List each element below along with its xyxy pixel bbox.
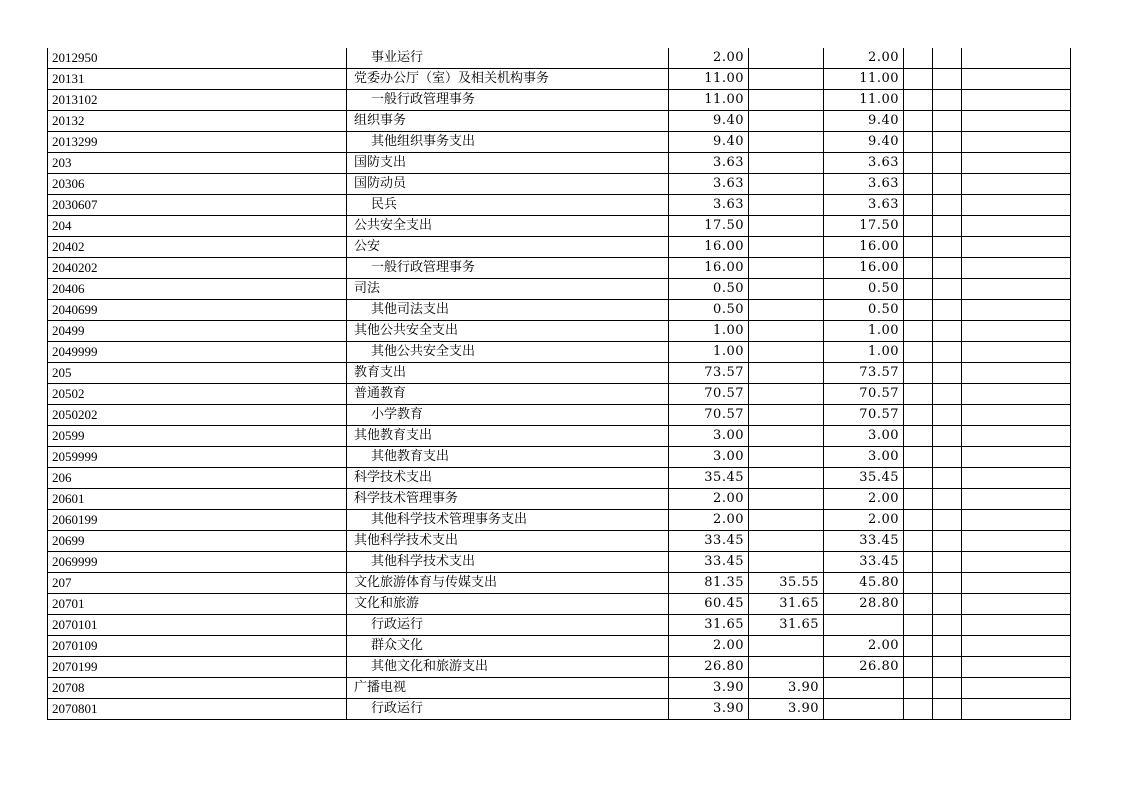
subject-code-cell: 2030607 [48,195,347,216]
table-row [48,384,1071,405]
subject-name-cell: 教育支出 [347,363,669,384]
total-amount-cell: 3.63 [669,195,749,216]
project-expenditure-cell: 26.80 [824,657,904,678]
project-expenditure-cell: 45.80 [824,573,904,594]
empty-cell [904,594,933,615]
table-row [48,111,1071,132]
table-row [48,363,1071,384]
subject-name-cell: 行政运行 [347,699,669,720]
basic-expenditure-cell [749,657,824,678]
table-row [48,468,1071,489]
empty-cell [962,111,1071,132]
empty-cell [962,258,1071,279]
project-expenditure-cell [824,699,904,720]
total-amount-cell: 73.57 [669,363,749,384]
subject-code-cell: 20502 [48,384,347,405]
subject-code-cell: 20599 [48,426,347,447]
empty-cell [933,195,962,216]
empty-cell [933,468,962,489]
subject-name-cell: 其他科学技术管理事务支出 [347,510,669,531]
total-amount-cell: 1.00 [669,321,749,342]
subject-name-cell: 普通教育 [347,384,669,405]
table-row [48,342,1071,363]
empty-cell [962,69,1071,90]
empty-cell [962,447,1071,468]
project-expenditure-cell: 9.40 [824,111,904,132]
empty-cell [933,531,962,552]
table-row [48,279,1071,300]
empty-cell [933,363,962,384]
subject-name-cell: 其他组织事务支出 [347,132,669,153]
project-expenditure-cell: 0.50 [824,300,904,321]
empty-cell [904,489,933,510]
subject-name-cell: 文化旅游体育与传媒支出 [347,573,669,594]
subject-code-cell: 20306 [48,174,347,195]
basic-expenditure-cell [749,447,824,468]
basic-expenditure-cell [749,531,824,552]
total-amount-cell: 3.00 [669,447,749,468]
subject-code-cell: 20601 [48,489,347,510]
total-amount-cell: 11.00 [669,69,749,90]
project-expenditure-cell: 28.80 [824,594,904,615]
empty-cell [904,111,933,132]
subject-code-cell: 2070801 [48,699,347,720]
project-expenditure-cell: 1.00 [824,321,904,342]
empty-cell [962,363,1071,384]
basic-expenditure-cell [749,258,824,279]
empty-cell [933,237,962,258]
empty-cell [904,153,933,174]
basic-expenditure-cell [749,405,824,426]
empty-cell [962,237,1071,258]
subject-code-cell: 204 [48,216,347,237]
subject-name-cell: 其他公共安全支出 [347,321,669,342]
subject-name-cell: 广播电视 [347,678,669,699]
subject-code-cell: 2070101 [48,615,347,636]
table-row [48,636,1071,657]
project-expenditure-cell: 0.50 [824,279,904,300]
empty-cell [904,699,933,720]
total-amount-cell: 3.63 [669,153,749,174]
total-amount-cell: 3.90 [669,678,749,699]
empty-cell [904,195,933,216]
empty-cell [904,678,933,699]
basic-expenditure-cell [749,426,824,447]
project-expenditure-cell: 9.40 [824,132,904,153]
project-expenditure-cell: 11.00 [824,90,904,111]
subject-name-cell: 民兵 [347,195,669,216]
empty-cell [904,69,933,90]
basic-expenditure-cell [749,69,824,90]
empty-cell [962,153,1071,174]
basic-expenditure-cell: 31.65 [749,594,824,615]
empty-cell [933,573,962,594]
empty-cell [904,48,933,69]
empty-cell [962,300,1071,321]
empty-cell [962,321,1071,342]
empty-cell [933,552,962,573]
total-amount-cell: 9.40 [669,111,749,132]
subject-name-cell: 事业运行 [347,48,669,69]
table-row [48,69,1071,90]
empty-cell [962,678,1071,699]
basic-expenditure-cell: 3.90 [749,678,824,699]
basic-expenditure-cell [749,195,824,216]
subject-name-cell: 群众文化 [347,636,669,657]
subject-code-cell: 2070199 [48,657,347,678]
empty-cell [933,510,962,531]
empty-cell [904,258,933,279]
subject-name-cell: 文化和旅游 [347,594,669,615]
basic-expenditure-cell: 31.65 [749,615,824,636]
basic-expenditure-cell [749,153,824,174]
table-row [48,699,1071,720]
table-row [48,594,1071,615]
basic-expenditure-cell: 35.55 [749,573,824,594]
empty-cell [933,615,962,636]
basic-expenditure-cell [749,552,824,573]
project-expenditure-cell: 3.63 [824,195,904,216]
empty-cell [933,216,962,237]
project-expenditure-cell: 2.00 [824,510,904,531]
basic-expenditure-cell [749,132,824,153]
subject-name-cell: 其他文化和旅游支出 [347,657,669,678]
total-amount-cell: 3.63 [669,174,749,195]
basic-expenditure-cell [749,279,824,300]
subject-code-cell: 2059999 [48,447,347,468]
total-amount-cell: 2.00 [669,489,749,510]
empty-cell [904,636,933,657]
total-amount-cell: 9.40 [669,132,749,153]
empty-cell [904,384,933,405]
empty-cell [962,531,1071,552]
subject-name-cell: 司法 [347,279,669,300]
project-expenditure-cell: 16.00 [824,258,904,279]
project-expenditure-cell: 17.50 [824,216,904,237]
project-expenditure-cell [824,615,904,636]
empty-cell [933,594,962,615]
empty-cell [962,174,1071,195]
project-expenditure-cell: 73.57 [824,363,904,384]
empty-cell [962,468,1071,489]
empty-cell [904,468,933,489]
empty-cell [933,174,962,195]
empty-cell [933,69,962,90]
table-row [48,258,1071,279]
subject-code-cell: 20402 [48,237,347,258]
empty-cell [904,531,933,552]
total-amount-cell: 26.80 [669,657,749,678]
empty-cell [933,657,962,678]
total-amount-cell: 31.65 [669,615,749,636]
empty-cell [933,426,962,447]
empty-cell [904,657,933,678]
table-row [48,615,1071,636]
empty-cell [962,636,1071,657]
empty-cell [962,342,1071,363]
project-expenditure-cell: 70.57 [824,384,904,405]
subject-name-cell: 其他科学技术支出 [347,552,669,573]
empty-cell [962,195,1071,216]
table-row [48,489,1071,510]
empty-cell [962,132,1071,153]
empty-cell [933,153,962,174]
subject-name-cell: 组织事务 [347,111,669,132]
subject-name-cell: 科学技术管理事务 [347,489,669,510]
subject-code-cell: 2040699 [48,300,347,321]
total-amount-cell: 70.57 [669,384,749,405]
basic-expenditure-cell [749,174,824,195]
basic-expenditure-cell [749,342,824,363]
total-amount-cell: 0.50 [669,300,749,321]
empty-cell [933,447,962,468]
empty-cell [904,342,933,363]
empty-cell [962,216,1071,237]
empty-cell [904,237,933,258]
empty-cell [933,384,962,405]
project-expenditure-cell: 2.00 [824,636,904,657]
basic-expenditure-cell [749,300,824,321]
subject-name-cell: 一般行政管理事务 [347,258,669,279]
subject-code-cell: 20132 [48,111,347,132]
subject-code-cell: 2040202 [48,258,347,279]
total-amount-cell: 16.00 [669,237,749,258]
total-amount-cell: 17.50 [669,216,749,237]
empty-cell [962,405,1071,426]
table-row [48,426,1071,447]
subject-name-cell: 其他教育支出 [347,426,669,447]
table-row [48,447,1071,468]
subject-code-cell: 20708 [48,678,347,699]
empty-cell [933,678,962,699]
subject-name-cell: 行政运行 [347,615,669,636]
subject-name-cell: 公安 [347,237,669,258]
table-row [48,48,1071,69]
table-row [48,573,1071,594]
subject-code-cell: 2069999 [48,552,347,573]
empty-cell [962,48,1071,69]
table-body [48,48,1071,720]
basic-expenditure-cell [749,636,824,657]
subject-code-cell: 20406 [48,279,347,300]
empty-cell [904,426,933,447]
table-row [48,510,1071,531]
subject-code-cell: 2013102 [48,90,347,111]
basic-expenditure-cell [749,363,824,384]
empty-cell [933,279,962,300]
subject-code-cell: 205 [48,363,347,384]
subject-code-cell: 20131 [48,69,347,90]
total-amount-cell: 35.45 [669,468,749,489]
total-amount-cell: 1.00 [669,342,749,363]
subject-name-cell: 党委办公厅（室）及相关机构事务 [347,69,669,90]
basic-expenditure-cell [749,237,824,258]
table-row [48,90,1071,111]
empty-cell [904,363,933,384]
empty-cell [962,384,1071,405]
subject-code-cell: 2049999 [48,342,347,363]
project-expenditure-cell: 3.63 [824,174,904,195]
empty-cell [933,636,962,657]
subject-name-cell: 其他司法支出 [347,300,669,321]
table-row [48,153,1071,174]
project-expenditure-cell [824,678,904,699]
empty-cell [962,279,1071,300]
empty-cell [933,300,962,321]
table-row [48,321,1071,342]
table-row [48,237,1071,258]
subject-name-cell: 科学技术支出 [347,468,669,489]
total-amount-cell: 2.00 [669,510,749,531]
total-amount-cell: 33.45 [669,552,749,573]
basic-expenditure-cell [749,468,824,489]
basic-expenditure-cell [749,321,824,342]
project-expenditure-cell: 70.57 [824,405,904,426]
subject-code-cell: 2070109 [48,636,347,657]
basic-expenditure-cell [749,111,824,132]
table-row [48,216,1071,237]
empty-cell [933,405,962,426]
empty-cell [962,699,1071,720]
empty-cell [933,321,962,342]
table-row [48,552,1071,573]
empty-cell [904,573,933,594]
empty-cell [933,90,962,111]
subject-name-cell: 公共安全支出 [347,216,669,237]
empty-cell [904,90,933,111]
empty-cell [904,510,933,531]
empty-cell [904,216,933,237]
expenditure-table [47,48,1071,720]
subject-code-cell: 20499 [48,321,347,342]
subject-code-cell: 2012950 [48,48,347,69]
empty-cell [933,489,962,510]
subject-name-cell: 其他教育支出 [347,447,669,468]
empty-cell [933,48,962,69]
total-amount-cell: 0.50 [669,279,749,300]
table-row [48,531,1071,552]
subject-code-cell: 20699 [48,531,347,552]
total-amount-cell: 33.45 [669,531,749,552]
subject-name-cell: 国防支出 [347,153,669,174]
subject-code-cell: 203 [48,153,347,174]
empty-cell [933,699,962,720]
table-row [48,132,1071,153]
empty-cell [933,342,962,363]
subject-name-cell: 一般行政管理事务 [347,90,669,111]
empty-cell [962,657,1071,678]
subject-name-cell: 其他公共安全支出 [347,342,669,363]
total-amount-cell: 60.45 [669,594,749,615]
empty-cell [933,132,962,153]
empty-cell [962,615,1071,636]
project-expenditure-cell: 2.00 [824,489,904,510]
project-expenditure-cell: 33.45 [824,552,904,573]
total-amount-cell: 3.90 [669,699,749,720]
basic-expenditure-cell [749,216,824,237]
project-expenditure-cell: 3.63 [824,153,904,174]
empty-cell [962,510,1071,531]
empty-cell [962,90,1071,111]
total-amount-cell: 16.00 [669,258,749,279]
subject-code-cell: 2013299 [48,132,347,153]
empty-cell [904,279,933,300]
project-expenditure-cell: 2.00 [824,48,904,69]
subject-code-cell: 2050202 [48,405,347,426]
project-expenditure-cell: 35.45 [824,468,904,489]
empty-cell [962,594,1071,615]
empty-cell [904,300,933,321]
project-expenditure-cell: 1.00 [824,342,904,363]
empty-cell [904,447,933,468]
total-amount-cell: 3.00 [669,426,749,447]
basic-expenditure-cell [749,48,824,69]
total-amount-cell: 81.35 [669,573,749,594]
empty-cell [904,174,933,195]
table-row [48,174,1071,195]
basic-expenditure-cell: 3.90 [749,699,824,720]
table-row [48,657,1071,678]
empty-cell [962,573,1071,594]
basic-expenditure-cell [749,384,824,405]
total-amount-cell: 70.57 [669,405,749,426]
table-row [48,405,1071,426]
subject-name-cell: 国防动员 [347,174,669,195]
subject-code-cell: 207 [48,573,347,594]
empty-cell [962,489,1071,510]
empty-cell [904,552,933,573]
subject-name-cell: 其他科学技术支出 [347,531,669,552]
project-expenditure-cell: 11.00 [824,69,904,90]
table-row [48,678,1071,699]
subject-name-cell: 小学教育 [347,405,669,426]
project-expenditure-cell: 16.00 [824,237,904,258]
total-amount-cell: 2.00 [669,48,749,69]
empty-cell [904,615,933,636]
empty-cell [904,405,933,426]
basic-expenditure-cell [749,90,824,111]
empty-cell [933,111,962,132]
total-amount-cell: 11.00 [669,90,749,111]
empty-cell [933,258,962,279]
empty-cell [904,321,933,342]
project-expenditure-cell: 3.00 [824,447,904,468]
empty-cell [962,426,1071,447]
project-expenditure-cell: 33.45 [824,531,904,552]
basic-expenditure-cell [749,489,824,510]
empty-cell [962,552,1071,573]
subject-code-cell: 20701 [48,594,347,615]
subject-code-cell: 206 [48,468,347,489]
table-row [48,300,1071,321]
total-amount-cell: 2.00 [669,636,749,657]
subject-code-cell: 2060199 [48,510,347,531]
basic-expenditure-cell [749,510,824,531]
project-expenditure-cell: 3.00 [824,426,904,447]
empty-cell [904,132,933,153]
table-row [48,195,1071,216]
